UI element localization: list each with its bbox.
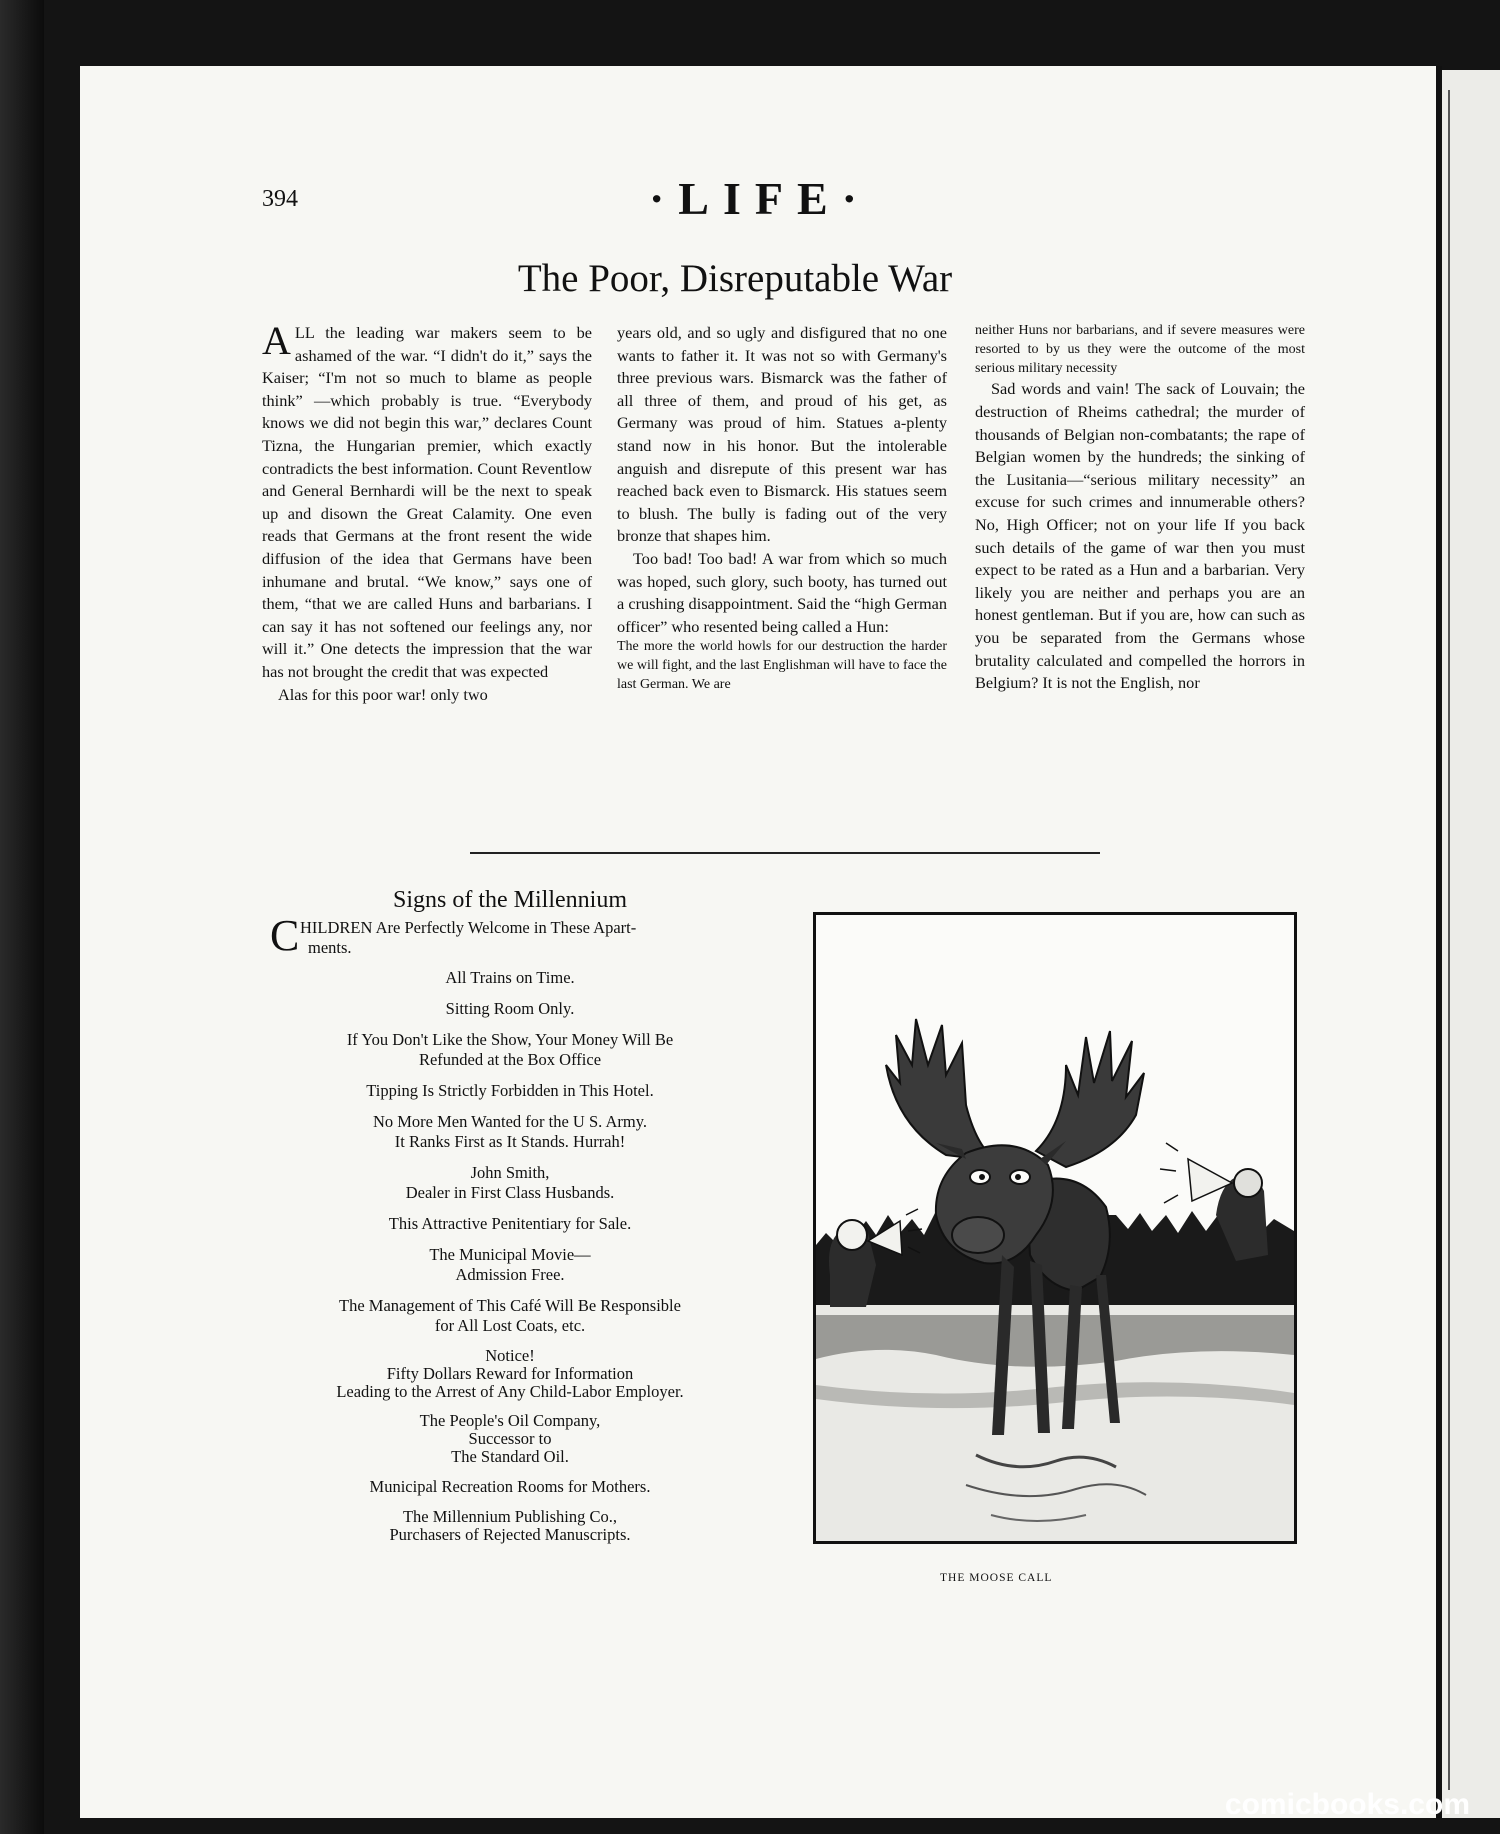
drop-cap: C — [270, 911, 300, 960]
signs-title: Signs of the Millennium — [393, 887, 627, 913]
scan-left-edge — [0, 0, 44, 1834]
sign-item: Sitting Room Only. — [445, 999, 575, 1018]
sign-item — [270, 911, 750, 960]
sign-line: HILDREN Are Perfectly Welcome in These Apart- — [300, 918, 637, 937]
sign-item: This Attractive Penitentiary for Sale. — [388, 1214, 632, 1233]
page-number: 394 — [262, 186, 298, 212]
watermark: comicbooks.com — [1224, 1788, 1470, 1821]
article-paragraph: LL the leading war makers seem to be ashamed of the war. “I didn't do it,” says the Kaiser; “I'm not so much to blame as people think” —which probably is true. “Everybody knows we did not begin this war,” declares Count Tizna, the Hungarian premier, which exactly contradicts the best information. Count Reventlow and General Bernhardi will be the next to speak up and disown the Great Calamity. One even reads that Germans at the front resent the wide diffusion of the idea that Germans have been inhumane and brutal. “We know,” says one of them, “that we are called Huns and barbarians. I can say it has not softened our feelings any, nor will it.” One detects the impression that the war has not brought the credit that was expected — [262, 323, 592, 681]
sign-item: Municipal Recreation Rooms for Mothers. — [369, 1477, 651, 1496]
article-paragraph: Alas for this poor war! only two — [278, 684, 488, 704]
article-column-3 — [975, 322, 1305, 695]
moose-illustration — [813, 912, 1297, 1544]
sign-item: No More Men Wanted for the U S. Army. It Ranks First as It Stands. Hurrah! — [372, 1112, 648, 1151]
sign-item: The Municipal Movie— Admission Free. — [429, 1245, 591, 1284]
article-paragraph: Sad words and vain! The sack of Louvain; the destruction of Rheims cathedral; the murder of thousands of Belgian non-combatants; the rape of Belgian women by the hundreds; the sinking of the Lusitania—“serious military necessity” an excuse for such crimes and innumerable others? No, High Officer; not on your life If you back such details of the game of war then you must expect to be rated as a Hun and a barbarian. Very likely you are neither and perhaps you are an honest gentleman. But if you are, how can such as you be separated from the Germans whose brutality calculated and compelled the horrors in Belgium? It is not the English, nor — [975, 379, 1305, 693]
article-column-2 — [617, 322, 947, 695]
next-page-edge — [1442, 70, 1500, 1818]
sign-item: John Smith, Dealer in First Class Husbands. — [405, 1163, 615, 1202]
illustration-caption: THE MOOSE CALL — [940, 1572, 1053, 1584]
sign-item: Tipping Is Strictly Forbidden in This Hotel. — [366, 1081, 654, 1100]
article-column-1 — [262, 318, 592, 706]
masthead: ·LIFE· — [648, 173, 872, 224]
sign-item: The Millennium Publishing Co., Purchasers of Rejected Manuscripts. — [389, 1507, 631, 1544]
sign-item: The Management of This Café Will Be Responsible for All Lost Coats, etc. — [339, 1296, 681, 1335]
article-paragraph: Too bad! Too bad! A war from which so much was hoped, such glory, such booty, has turned out a crushing disappointment. Said the “high German officer” who resented being called a Hun: — [617, 548, 947, 636]
sign-notice: Notice! Fifty Dollars Reward for Information Leading to the Arrest of Any Child-Labor Employer. — [336, 1346, 684, 1401]
section-divider — [470, 852, 1100, 854]
signs-column — [270, 887, 750, 1555]
quoted-passage: neither Huns nor barbarians, and if severe measures were resorted to by us they were the outcome of the most serious military necessity — [975, 323, 1305, 376]
sign-item: All Trains on Time. — [445, 968, 575, 987]
sign-item: The People's Oil Company, Successor to The Standard Oil. — [419, 1411, 601, 1466]
next-page-edge-line — [1448, 90, 1450, 1790]
moose-drawing — [816, 915, 1294, 1541]
quoted-passage: The more the world howls for our destruction the harder we will fight, and the last Englishman will have to face the last German. We are — [617, 639, 947, 692]
sign-line: ments. — [308, 938, 352, 957]
drop-cap: A — [262, 318, 291, 363]
article-paragraph: years old, and so ugly and disfigured that no one wants to father it. It was not so with Germany's three previous wars. Bismarck was the father of all three of them, and proud of his get, as Germany was proud of him. Statues a-plenty stand now in his honor. But the intolerable anguish and disrepute of this present war has reached back even to Bismarck. His statues seem to blush. The bully is fading out of the very bronze that shapes him. — [617, 323, 947, 546]
sign-item: If You Don't Like the Show, Your Money Will Be Refunded at the Box Office — [346, 1030, 674, 1069]
article-title: The Poor, Disreputable War — [517, 257, 953, 300]
